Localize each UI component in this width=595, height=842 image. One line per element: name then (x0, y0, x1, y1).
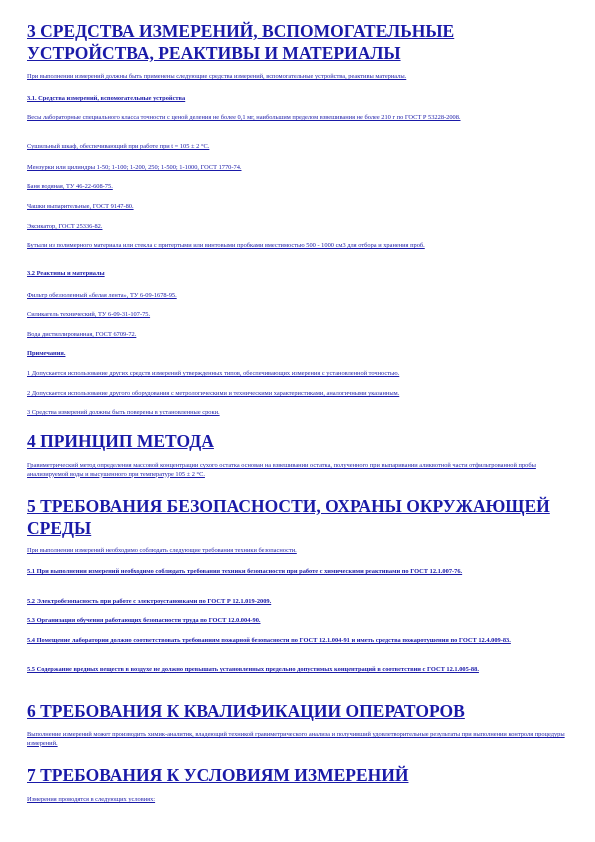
section-3-heading: 3 СРЕДСТВА ИЗМЕРЕНИЙ, ВСПОМОГАТЕЛЬНЫЕ УСТРОЙСТВА, РЕАКТИВЫ И МАТЕРИАЛЫ (27, 21, 455, 63)
item-5-5: 5.5 Содержание вредных веществ в воздухе не должно превышать установленных предельно допустимых концентраций в соответствии с ГОСТ 12.1.005-88. (27, 666, 479, 673)
section-4-text: Гравиметрический метод определения массовой концентрации сухого остатка основан на взвешивании остатка, полученного при выпаривании аликвотной части отфильтрованной пробы анализируемой воды и высушенного при температуре 105 ± 2 °С. (27, 462, 536, 478)
item-5-3: 5.3 Организация обучения работающих безопасности труда по ГОСТ 12.0.004-90. (27, 617, 261, 624)
item-desiccator: Эксикатор, ГОСТ 25336-82. (27, 223, 103, 230)
section-7-heading: 7 ТРЕБОВАНИЯ К УСЛОВИЯМ ИЗМЕРЕНИЙ (27, 765, 409, 785)
item-5-4: 5.4 Помещение лаборатории должно соответствовать требованиям пожарной безопасности по ГОСТ 12.1.004-91 и иметь средства пожаротушения по ГОСТ 12.4.009-83. (27, 637, 511, 644)
section-5-heading: 5 ТРЕБОВАНИЯ БЕЗОПАСНОСТИ, ОХРАНЫ ОКРУЖАЮЩЕЙ СРЕДЫ (27, 496, 550, 538)
item-drying-cabinet: Сушильный шкаф, обеспечивающий при работе при t = 105 ± 2 °С. (27, 143, 210, 150)
section-6-heading: 6 ТРЕБОВАНИЯ К КВАЛИФИКАЦИИ ОПЕРАТОРОВ (27, 701, 465, 721)
item-filter: Фильтр обеззоленный «белая лента», ТУ 6-09-1678-95. (27, 292, 177, 299)
item-silica-gel: Силикагель технический, ТУ 6-09-31-107-75. (27, 311, 151, 318)
note-2: 2 Допускается использование другого оборудования с метрологическими и техническими характеристиками, аналогичными указанным. (27, 390, 400, 397)
section-6-text: Выполнение измерений может производить химик-аналитик, владеющий техникой гравиметрического анализа и получивший удовлетворительные результаты при выполнении контроля процедуры измерений. (27, 731, 565, 747)
note-1: 1 Допускается использование других средств измерений утвержденных типов, обеспечивающих измерения с установленной точностью. (27, 370, 400, 377)
subsection-3-2-heading: 3.2 Реактивы и материалы (27, 270, 105, 277)
item-5-2: 5.2 Электробезопасность при работе с электроустановками по ГОСТ Р 12.1.019-2009. (27, 598, 272, 605)
item-bottles: Бутыли из полимерного материала или стекла с притертыми или винтовыми пробками вместимостью 500 - 1000 см3 для отбора и хранения проб. (27, 242, 425, 249)
note-3: 3 Средства измерений должны быть поверены в установленные сроки. (27, 409, 220, 416)
item-balance: Весы лабораторные специального класса точности с ценой деления не более 0,1 мг, наибольшим пределом взвешивания не более 210 г по ГОСТ Р 53228-2008. (27, 114, 461, 121)
subsection-3-1-heading: 3.1. Средства измерений, вспомогательные устройства (27, 95, 186, 102)
item-distilled-water: Вода дистиллированная, ГОСТ 6709-72. (27, 331, 137, 338)
section-4-heading: 4 ПРИНЦИП МЕТОДА (27, 431, 214, 451)
item-water-bath: Баня водяная, ТУ 46-22-608-75. (27, 183, 113, 190)
item-5-1: 5.1 При выполнении измерений необходимо соблюдать требования техники безопасности при работе с химическими реактивами по ГОСТ 12.1.007-76. (27, 568, 463, 575)
section-7-text: Измерения проводятся в следующих условиях: (27, 796, 156, 803)
item-cylinders: Мензурки или цилиндры 1-50; 1-100; 1-200, 250; 1-500; 1-1000, ГОСТ 1770-74. (27, 164, 242, 171)
item-evaporating-dishes: Чашки выпарительные, ГОСТ 9147-80. (27, 203, 134, 210)
section-3-intro: При выполнении измерений должны быть применены следующие средства измерений, вспомогательные устройства, реактивы материалы. (27, 73, 407, 80)
notes-heading: Примечания. (27, 350, 66, 357)
section-5-intro: При выполнении измерений необходимо соблюдать следующие требования техники безопасности. (27, 547, 297, 554)
